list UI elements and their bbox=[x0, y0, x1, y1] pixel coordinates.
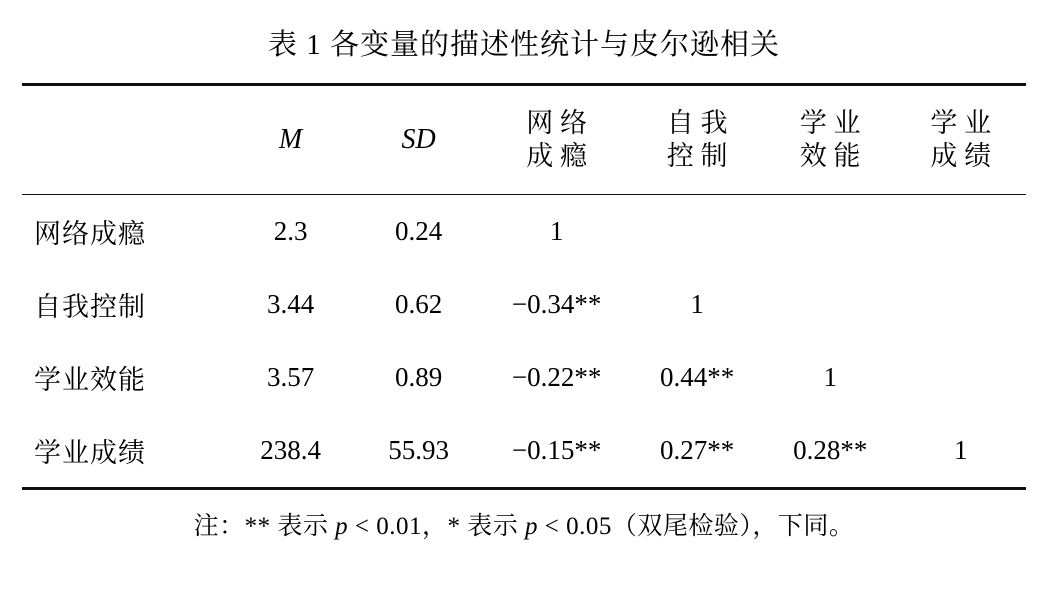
row-label: 网络成瘾 bbox=[34, 219, 146, 249]
cell-mean: 2.3 bbox=[273, 216, 308, 246]
header-row bbox=[22, 86, 1026, 194]
row-label: 学业成绩 bbox=[34, 438, 146, 468]
cell-mean: 3.57 bbox=[266, 362, 315, 392]
cell-corr-1: 1 bbox=[549, 216, 564, 246]
table-row bbox=[22, 414, 1026, 487]
header-line-2: 控 制 bbox=[666, 141, 728, 171]
cell-corr-4 bbox=[895, 341, 1026, 414]
header-line-1: 学 业 bbox=[930, 108, 992, 139]
cell-corr-3: 1 bbox=[823, 362, 837, 392]
header-line-2: 成 瘾 bbox=[526, 141, 587, 171]
header-cell-internet-addiction bbox=[484, 86, 630, 194]
cell-mean: 238.4 bbox=[260, 435, 321, 465]
header-cell-mean: M bbox=[278, 123, 303, 155]
header-line-1: 网 络 bbox=[526, 108, 587, 139]
note-p-symbol-2: p bbox=[525, 513, 538, 540]
cell-corr-4: 1 bbox=[953, 435, 968, 465]
header-cell-academic-efficacy bbox=[765, 86, 896, 194]
cell-corr-1: −0.15** bbox=[511, 435, 602, 465]
cell-sd: 0.24 bbox=[394, 216, 443, 246]
cell-mean: 3.44 bbox=[266, 289, 315, 319]
note-mid-1: < 0.01，* 表示 bbox=[348, 513, 525, 540]
cell-sd: 0.62 bbox=[394, 289, 443, 319]
table-note bbox=[22, 490, 1026, 542]
table-row bbox=[22, 268, 1026, 341]
header-line-2: 成 绩 bbox=[930, 141, 992, 171]
cell-corr-2: 0.44** bbox=[660, 362, 735, 392]
statistics-table bbox=[22, 86, 1026, 194]
header-line-1: 自 我 bbox=[666, 108, 728, 139]
header-cell-sd: SD bbox=[401, 123, 436, 155]
cell-corr-1: −0.22** bbox=[511, 362, 602, 392]
cell-corr-4 bbox=[895, 268, 1026, 341]
cell-corr-4 bbox=[895, 195, 1026, 268]
header-cell-self-control bbox=[629, 86, 765, 194]
cell-corr-2: 1 bbox=[690, 289, 704, 319]
table-row bbox=[22, 195, 1026, 268]
cell-corr-2 bbox=[629, 195, 765, 268]
row-label: 学业效能 bbox=[34, 365, 146, 395]
note-mid-2: < 0.05（双尾检验），下同。 bbox=[538, 513, 855, 540]
cell-corr-3 bbox=[765, 195, 896, 268]
cell-corr-3 bbox=[765, 268, 896, 341]
cell-corr-2: 0.27** bbox=[660, 435, 735, 465]
table-header bbox=[22, 86, 1026, 194]
header-line-2: 效 能 bbox=[799, 141, 861, 171]
note-p-symbol-1: p bbox=[335, 513, 349, 540]
cell-corr-3: 0.28** bbox=[793, 435, 868, 465]
header-cell-variable bbox=[22, 86, 228, 194]
cell-corr-1: −0.34** bbox=[511, 289, 602, 319]
note-prefix: 注：** 表示 bbox=[193, 513, 336, 540]
cell-sd: 55.93 bbox=[388, 435, 449, 465]
table-title: 表 1 各变量的描述性统计与皮尔逊相关 bbox=[267, 29, 780, 61]
cell-sd: 0.89 bbox=[394, 362, 443, 392]
header-cell-academic-achievement bbox=[895, 86, 1026, 194]
table-row bbox=[22, 341, 1026, 414]
row-label: 自我控制 bbox=[34, 292, 146, 322]
statistics-table-body bbox=[22, 195, 1026, 487]
header-line-1: 学 业 bbox=[799, 108, 861, 139]
